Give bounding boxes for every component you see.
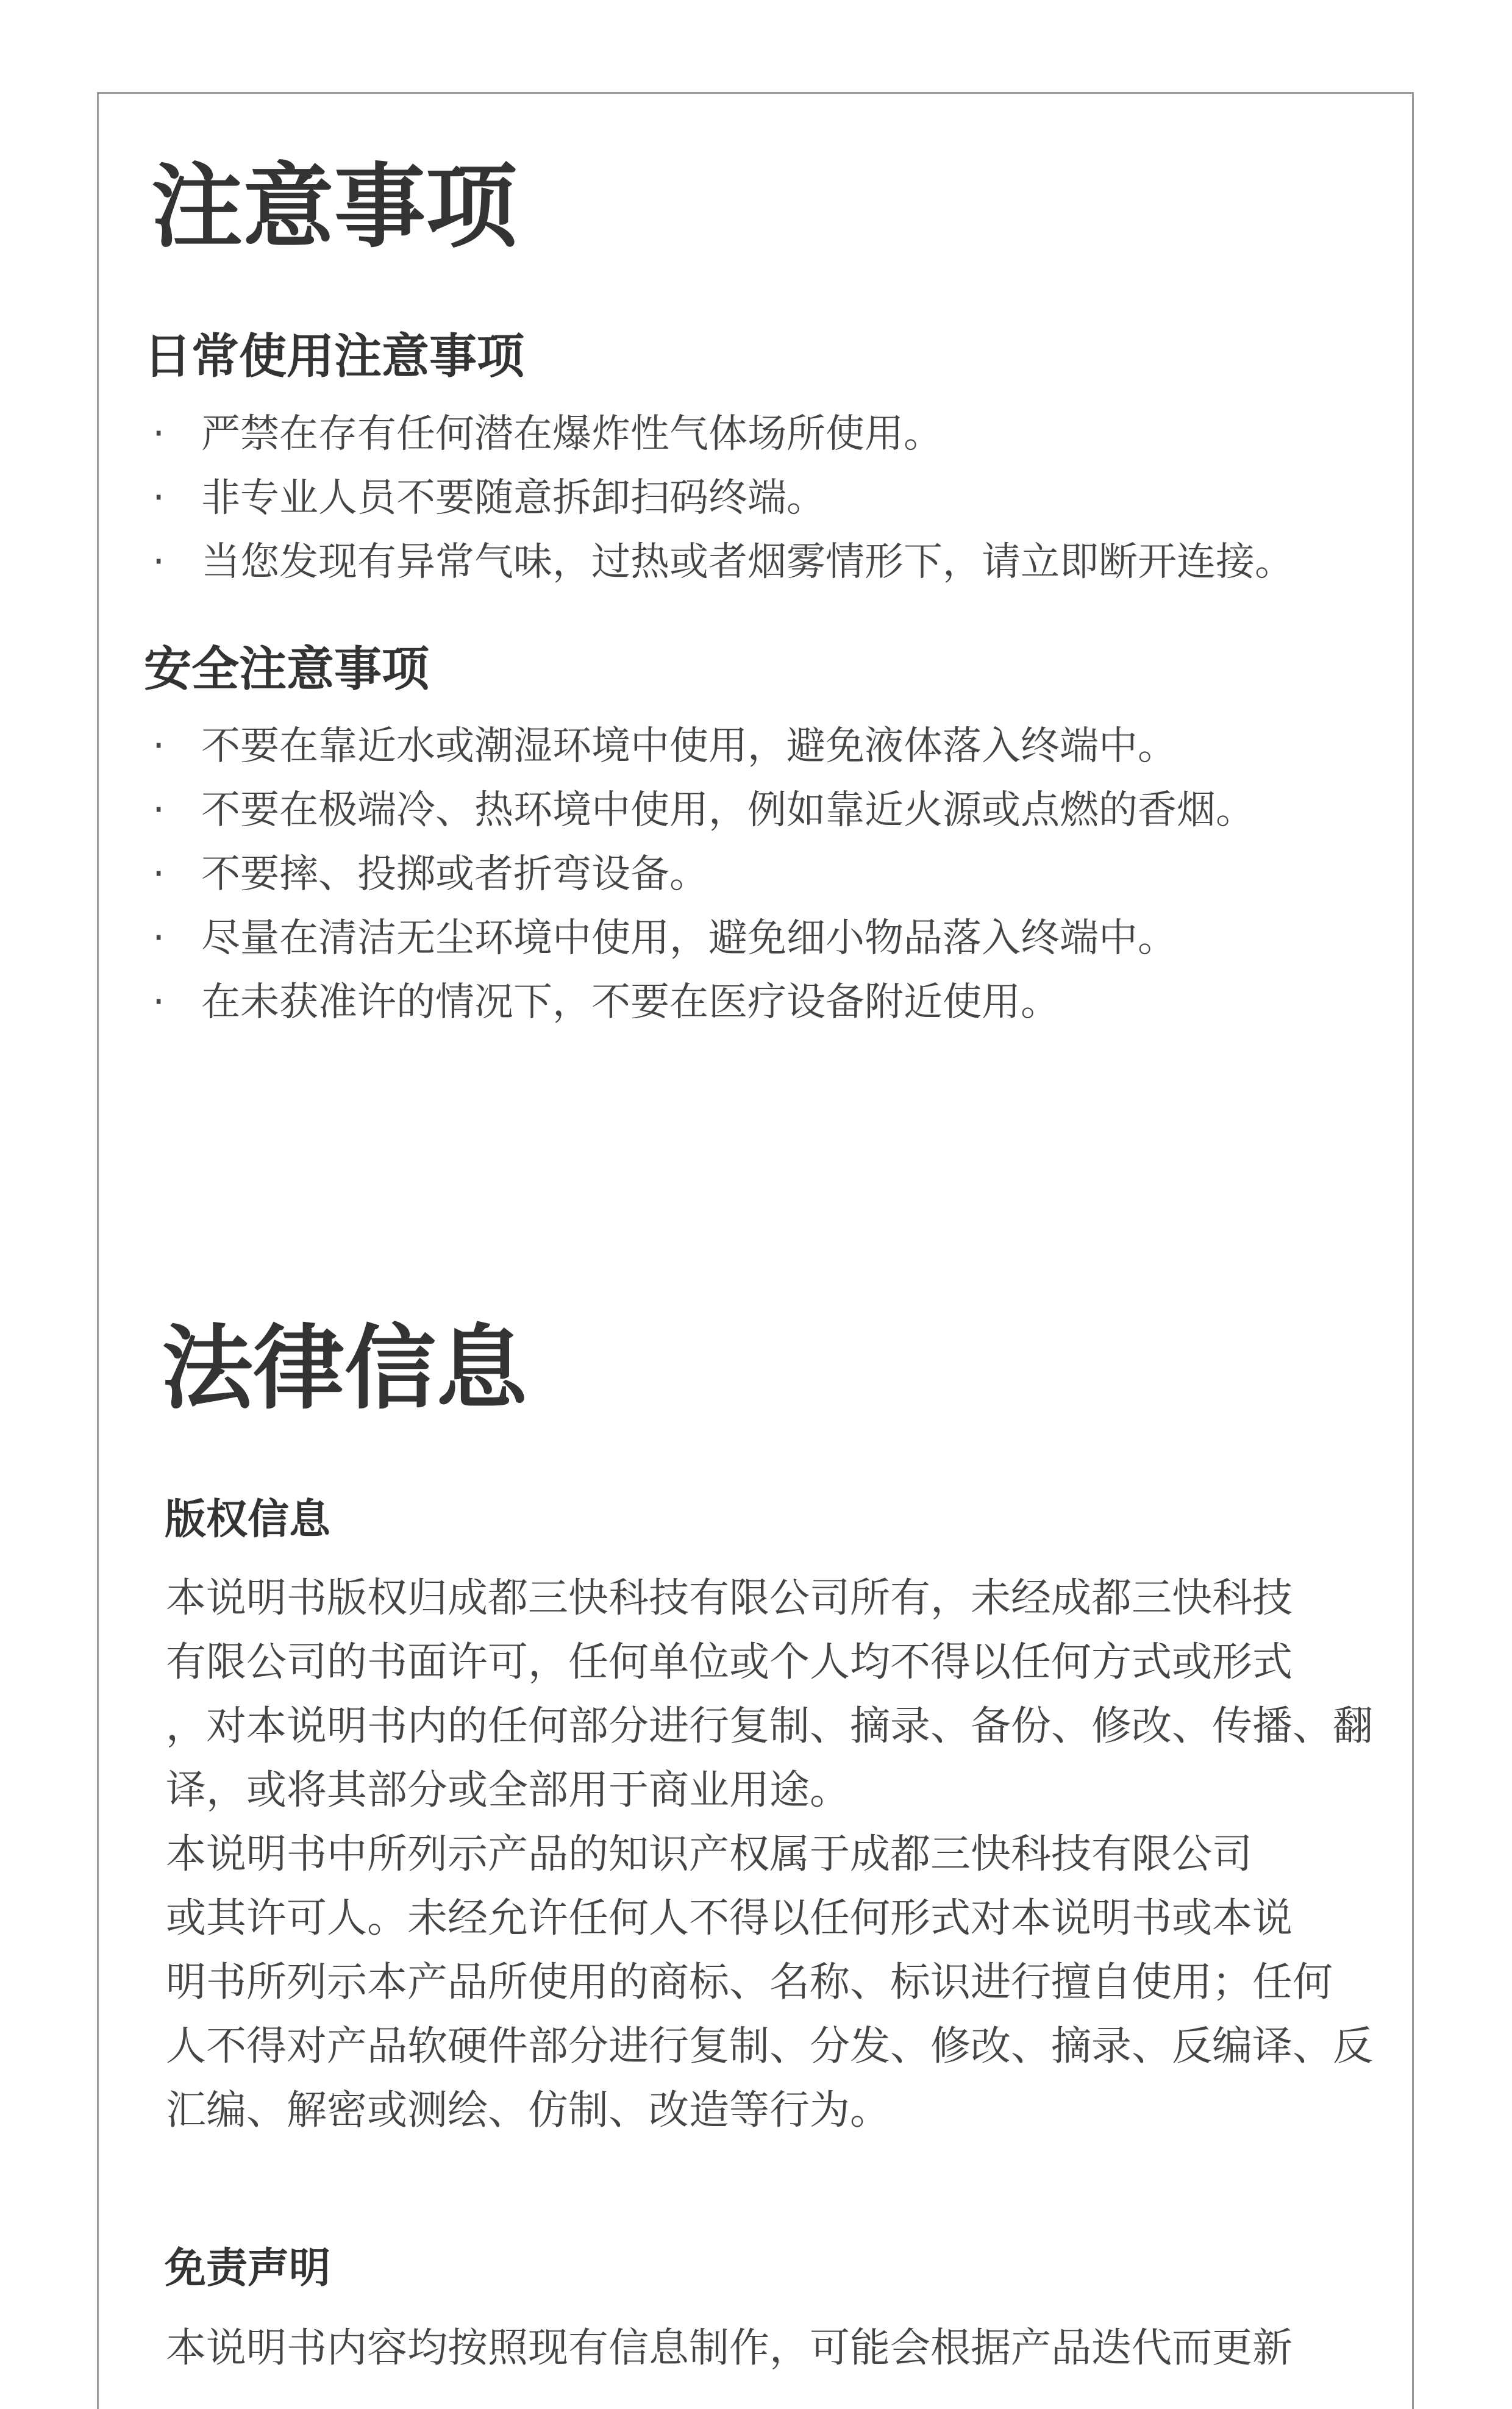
safety-list xyxy=(152,715,1255,1035)
disclaimer-heading: 免责声明 xyxy=(165,2244,331,2293)
bullet-dot: · xyxy=(152,724,165,769)
list-item: · 当您发现有异常气味，过热或者烟雾情形下，请立即断开连接。 xyxy=(152,530,1294,594)
list-item: · 严禁在存有任何潜在爆炸性气体场所使用。 xyxy=(152,402,1294,466)
daily-list xyxy=(152,402,1294,594)
list-item: · 在未获准许的情况下，不要在医疗设备附近使用。 xyxy=(152,971,1255,1035)
bullet-dot: · xyxy=(152,916,165,961)
copyright-paragraph-2: 本说明书中所列示产品的知识产权属于成都三快科技有限公司 或其许可人。未经允许任何人不得以任何形式对本说明书或本说 明书所列示本产品所使用的商标、名称、标识进行擅自使用；任何 人不得对产品软硬件部分进行复制、分发、修改、摘录、反编译、反 汇编、解密或测绘、仿制、改造等行为。 xyxy=(166,1830,1373,2133)
list-item: · 非专业人员不要随意拆卸扫码终端。 xyxy=(152,466,1294,530)
bullet-dot: · xyxy=(152,540,165,585)
disclaimer-paragraph: 本说明书内容均按照现有信息制作，可能会根据产品迭代而更新 xyxy=(166,2324,1293,2371)
daily-heading: 日常使用注意事项 xyxy=(144,329,525,384)
copyright-paragraph-1: 本说明书版权归成都三快科技有限公司所有，未经成都三快科技 有限公司的书面许可，任何单位或个人均不得以任何方式或形式 ，对本说明书内的任何部分进行复制、摘录、备份、修改、传播、翻 译，或将其部分或全部用于商业用途。 xyxy=(166,1574,1373,1813)
list-item: · 不要摔、投掷或者折弯设备。 xyxy=(152,843,1255,907)
bullet-dot: · xyxy=(152,412,165,457)
bullet-dot: · xyxy=(152,788,165,833)
bullet-dot: · xyxy=(152,476,165,521)
list-item: · 尽量在清洁无尘环境中使用，避免细小物品落入终端中。 xyxy=(152,907,1255,971)
copyright-heading: 版权信息 xyxy=(165,1496,331,1544)
bullet-dot: · xyxy=(152,852,165,897)
legal-title: 法律信息 xyxy=(162,1316,528,1422)
notice-title: 注意事项 xyxy=(151,154,518,260)
safety-heading: 安全注意事项 xyxy=(144,642,430,697)
list-item: · 不要在靠近水或潮湿环境中使用，避免液体落入终端中。 xyxy=(152,715,1255,779)
list-item: · 不要在极端冷、热环境中使用，例如靠近火源或点燃的香烟。 xyxy=(152,779,1255,843)
bullet-dot: · xyxy=(152,980,165,1025)
